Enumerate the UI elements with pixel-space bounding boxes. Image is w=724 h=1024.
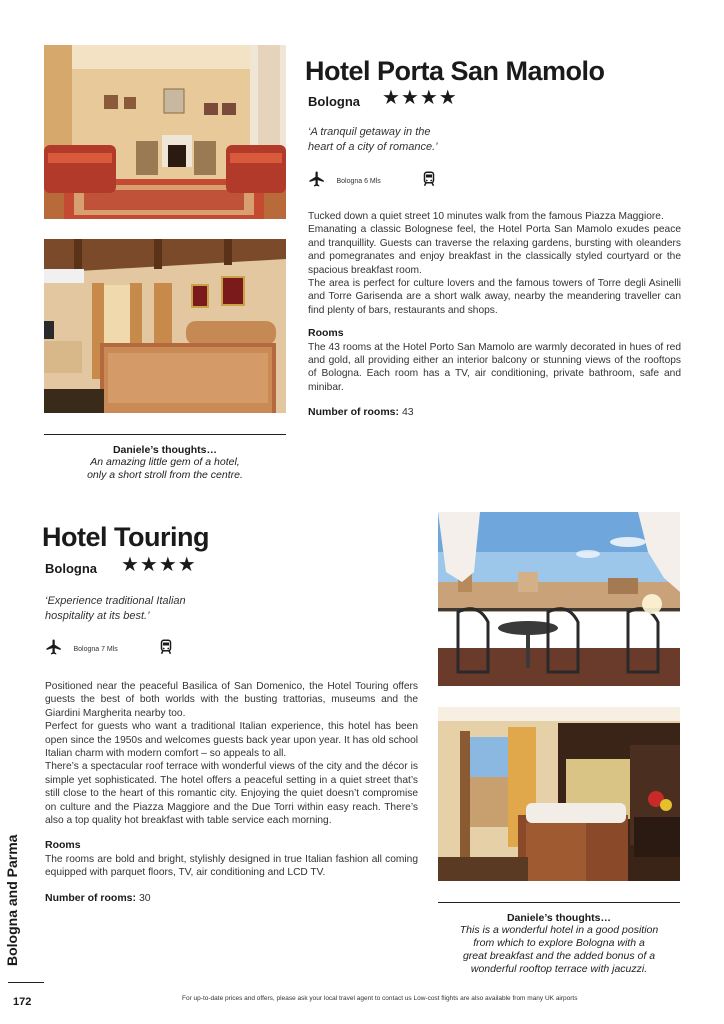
guest-room-photo [438, 707, 680, 881]
thoughts-box [438, 912, 680, 976]
description-paragraph: There’s a spectacular roof terrace with wonderful views of the city and the décor is simple yet sophisticated. The hotel offers a peaceful setting in a quiet street that’s still close to the heart of this romantic city. Enjoying the quiet doesn’t compromise on culture and the Piazza Maggiore and the Due Torri within easy reach. There’s also a top quality hot breakfast with table service each morning. [45, 761, 418, 827]
hotel-tagline [45, 594, 245, 624]
star-rating: ★★★★ [382, 87, 458, 109]
rooms-description: The 43 rooms at the Hotel Porto San Mamolo are warmly decorated in hues of red and gold, all providing either an interior balcony or stunning views of the rooftops of Bologna. Each room has a TV, air conditioning, private bathroom, safe and minibar. [308, 341, 681, 393]
airport-distance: Bologna 6 Mls [336, 178, 381, 186]
thoughts-title: Daniele’s thoughts… [506, 912, 612, 924]
room-count [45, 892, 418, 905]
room-count-label: Number of rooms: [308, 406, 400, 419]
thoughts-line: This is a wonderful hotel in a good position [459, 924, 659, 936]
transport-info [308, 170, 448, 190]
thoughts-box [44, 444, 286, 482]
thoughts-line: from which to explore Bologna with a [473, 937, 645, 949]
hotel-city: Bologna [308, 94, 360, 109]
divider [438, 902, 680, 903]
hotel-tagline [308, 125, 508, 155]
description-paragraph: Emanating a classic Bolognese feel, the Hotel Porta San Mamolo exudes peace and tranquillity. Guests can traverse the relaxing gardens, bursting with oleanders and pomegranates and enjoy breakfast in the classically styled courtyard or the spacious breakfast room. [308, 224, 681, 276]
page-number: 172 [13, 996, 32, 1008]
tagline-line: ‘Experience traditional Italian [45, 595, 186, 607]
train-icon [420, 170, 438, 188]
description-paragraph: Tucked down a quiet street 10 minutes walk from the famous Piazza Maggiore. [308, 211, 664, 222]
section-label: Bologna and Parma [4, 834, 20, 966]
thoughts-line: great breakfast and the added bonus of a [462, 950, 656, 962]
footer-note: For up-to-date prices and offers, please ask your local travel agent to contact us Low-cost flights are also available from many UK airports [182, 995, 578, 1002]
airplane-icon [45, 638, 63, 656]
lounge-photo [44, 45, 286, 219]
tagline-line: heart of a city of romance.’ [308, 141, 438, 153]
tagline-line: ‘A tranquil getaway in the [308, 126, 431, 138]
room-count-value: 43 [401, 406, 414, 419]
hotel-description [45, 680, 418, 905]
thoughts-line: An amazing little gem of a hotel, [90, 456, 240, 468]
train-icon [157, 638, 175, 656]
bedroom-photo [44, 239, 286, 413]
tagline-line: hospitality at its best.’ [45, 610, 150, 622]
description-paragraph: The area is perfect for culture lovers and the famous towers of Torre degli Asinelli and Torre Garisenda are a short walk away, nearby the meandering traveller can find plenty of bars, restaurants and shops. [308, 278, 681, 316]
star-rating: ★★★★ [121, 554, 197, 576]
footer-rule [8, 982, 44, 983]
hotel-title: Hotel Touring [42, 522, 209, 552]
rooms-heading: Rooms [45, 839, 81, 852]
room-count [308, 406, 681, 419]
divider [44, 434, 286, 435]
thoughts-line: wonderful rooftop terrace with jacuzzi. [470, 963, 648, 975]
room-count-label: Number of rooms: [45, 891, 137, 904]
thoughts-line: only a short stroll from the centre. [87, 469, 243, 481]
airplane-icon [308, 170, 326, 188]
description-paragraph: Perfect for guests who want a traditional Italian experience, this hotel has been open since the 1950s and welcomes guests back year upon year. It has old school Italian charm with modern comfort – so appeals to all. [45, 721, 418, 760]
thoughts-title: Daniele’s thoughts… [112, 444, 218, 456]
description-paragraph: Positioned near the peaceful Basilica of San Domenico, the Hotel Touring offers guests the best of both worlds with the busting trattorias, museums and the Giardini Margherita nearby too. [45, 681, 418, 719]
rooms-description: The rooms are bold and bright, stylishly designed in true Italian fashion all coming equipped with parquet floors, TV, air conditioning and LCD TV. [45, 853, 418, 879]
transport-info [45, 638, 185, 658]
hotel-city: Bologna [45, 561, 97, 576]
hotel-description [308, 210, 681, 420]
room-count-value: 30 [138, 891, 151, 904]
terrace-photo [438, 512, 680, 686]
rooms-heading: Rooms [308, 327, 344, 340]
airport-distance: Bologna 7 Mls [73, 646, 118, 654]
hotel-title: Hotel Porta San Mamolo [305, 56, 605, 86]
